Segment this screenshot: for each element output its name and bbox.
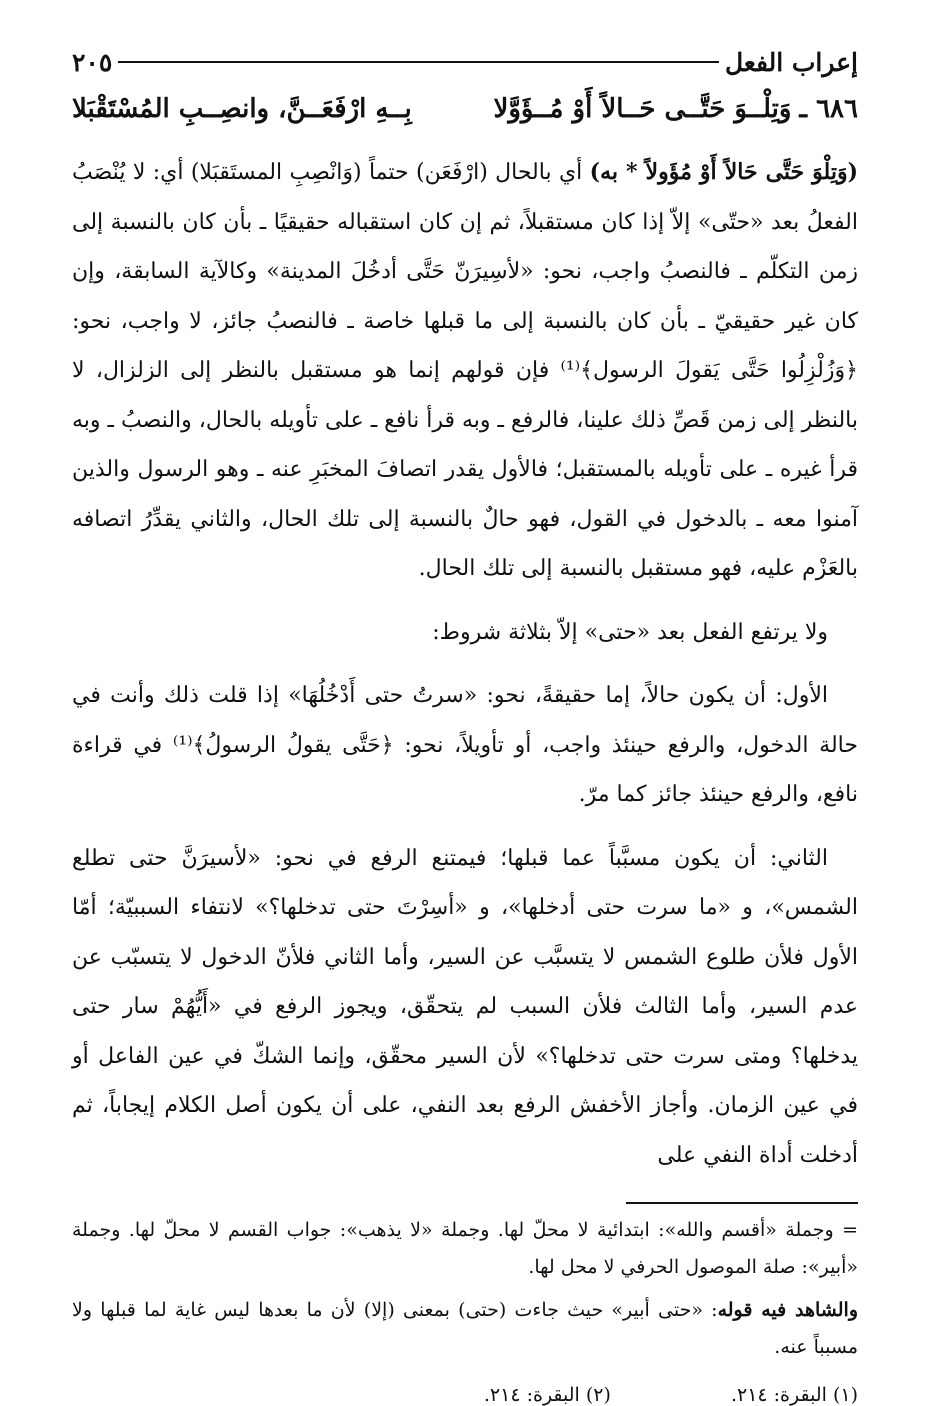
verse-references [72,1384,858,1406]
verse-number: ٦٨٦ ـ [799,94,858,124]
verse-line [72,94,858,138]
footnotes [72,1212,858,1366]
paragraph-condition-second: الثاني: أن يكون مسبَّباً عما قبلها؛ فيمتنع الرفع في نحو: «لأسيرَنَّ حتى تطلع الشمس»، و «ما سرت حتى أدخلها»، و «أسِرْتَ حتى تدخلها؟» لانتفاء السببيّة؛ أمّا الأول فلأن طلوع الشمس لا يتسبَّب عن السير، وأما الثاني فلأنّ الدخول لا يتسبّب عن عدم السير، وأما الثالث فلأن السبب لم يتحقّق، ويجوز الرفع في «أَيُّهُمْ سار حتى يدخلها؟ ومتى سرت حتى تدخلها؟» لأن السير محقّق، وإنما الشكّ في عين الفاعل أو في عين الزمان. وأجاز الأخفش الرفع بعد النفي، على أن يكون أصل الكلام إيجاباً، ثم أدخلت أداة النفي على [72,845,858,1168]
footnote-continued: = وجملة «أقسم والله»: ابتدائية لا محلّ لها. وجملة «لا يذهب»: جواب القسم لا محلّ لها. وجملة «أبير»: صلة الموصول الحرفي لا محل لها. [72,1219,858,1278]
footnote-witness [72,1292,858,1366]
footnote-separator [626,1202,858,1204]
reference-2: (٢) البقرة: ٢١٤. [483,1384,611,1406]
footnote-text: : «حتى أبير» حيث جاءت (حتى) بمعنى (إلا) لأن ما بعدها ليس غاية لما قبلها ولا مسبباً عنه. [72,1299,858,1358]
paragraph-condition-first: الأول: أن يكون حالاً، إما حقيقةً، نحو: «سرتُ حتى أَدْخُلُهَا» إذا قلت ذلك وأنت في حالة الدخول، والرفع حينئذ واجب، أو تأويلاً، نحو: ﴿حَتَّى يقولُ الرسولُ﴾⁽¹⁾ في قراءة نافع، والرفع حينئذ جائز كما مرّ. [72,683,858,807]
verse-hemistich-second: بِــهِ ارْفَعَــنَّ، وانصِــبِ المُسْتَقْبَلا [71,94,412,124]
paragraph-commentary [72,148,858,594]
page-number: ٢٠٥ [72,47,113,77]
running-header [72,42,858,82]
paragraph-text: أي بالحال (ارْفَعَن) حتماً (وَانْصِبِ المستَقبَلا) أي: لا يُنْصَبُ الفعلُ بعد «حتّى» إلاّ إذا كان مستقبلاً، ثم إن كان استقباله حقيقيًا ـ بأن كان بالنسبة إلى زمن التكلّم ـ فالنصبُ واجب، نحو: «لأسِيرَنّ حَتَّى أدخُلَ المدينة» وكالآية السابقة، وإن كان غير حقيقيّ ـ بأن كان بالنسبة إلى ما قبلها خاصة ـ فالنصبُ جائز، لا واجب، نحو: ﴿وَزُلْزِلُوا حَتَّى يَقولَ الرسول﴾⁽¹⁾ فإن قولهم إنما هو مستقبل بالنظر إلى الزلزال، لا بالنظر إلى زمن قَصِّ ذلك علينا، فالرفع ـ وبه قرأ نافع ـ على تأويله بالحال، والنصبُ ـ وبه قرأ غيره ـ على تأويله بالمستقبل؛ فالأول يقدر اتصافَ المخبَرِ عنه ـ وهو الرسول والذين آمنوا معه ـ بالدخول في القول، فهو حالٌ بالنسبة إلى تلك الحال، والثاني يقدِّرُ اتصافه بالعَزْم عليه، فهو مستقبل بالنسبة إلى تلك الحال. [72,160,858,581]
body-text [72,148,858,1180]
paragraph-conditions-intro: ولا يرتفع الفعل بعد «حتى» إلاّ بثلاثة شروط: [432,619,828,645]
paragraph-bold-lead: (وَتِلْوَ حَتَّى حَالاً أَوْ مُؤَولاً * به) [589,159,858,185]
footnote-bold-lead: والشاهد فيه قوله [717,1299,858,1321]
reference-1: (١) البقرة: ٢١٤. [730,1384,858,1406]
chapter-title: إعراب الفعل [724,47,858,77]
verse-hemistich-first: وَتِلْــوَ حَتَّــى حَــالاً أَوْ مُــؤَوَّلا [493,94,792,124]
header-rule [118,61,719,63]
